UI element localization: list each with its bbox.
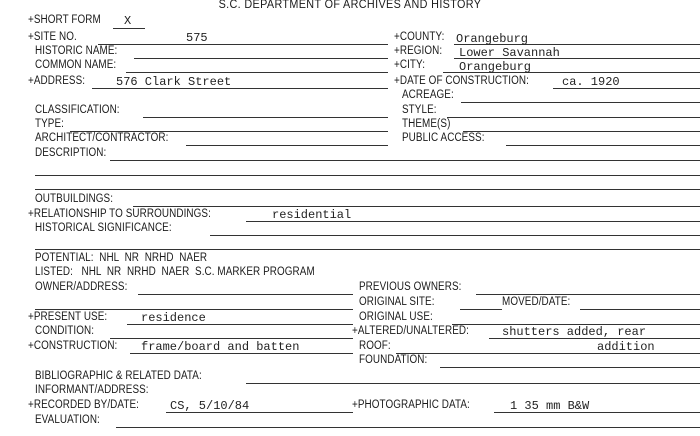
owner-address-line	[35, 309, 353, 310]
recorded-by-value[interactable]: CS, 5/10/84	[170, 399, 250, 413]
public-access-line	[506, 145, 700, 146]
construction-value[interactable]: frame/board and batten	[141, 340, 300, 354]
public-access-label: PUBLIC ACCESS:	[402, 132, 485, 144]
moved-date-label: MOVED/DATE:	[502, 296, 571, 308]
historic-name-line	[134, 58, 388, 59]
region-value[interactable]: Lower Savannah	[459, 46, 560, 60]
common-name-label: COMMON NAME:	[35, 59, 117, 71]
description-line	[110, 160, 700, 161]
historical-significance-label: HISTORICAL SIGNIFICANCE:	[35, 222, 172, 234]
outbuildings-line	[133, 206, 700, 207]
previous-owners-line	[476, 294, 700, 295]
acreage-label: ACREAGE:	[402, 89, 454, 101]
county-label: +COUNTY:	[394, 31, 445, 43]
region-label: +REGION:	[394, 45, 443, 57]
style-label: STYLE:	[402, 104, 437, 116]
type-label: TYPE:	[35, 118, 65, 130]
classification-label: CLASSIFICATION:	[35, 104, 120, 116]
city-label: +CITY:	[394, 59, 426, 71]
construction-label: +CONSTRUCTION:	[28, 340, 118, 352]
bibliographic-line	[246, 383, 700, 384]
description-line	[35, 175, 700, 176]
foundation-label: FOUNDATION:	[359, 354, 428, 366]
owner-address-label: OWNER/ADDRESS:	[35, 281, 128, 293]
altered-value-line-1[interactable]: shutters added, rear	[502, 325, 647, 339]
form-header	[0, 0, 700, 11]
short-form-value[interactable]: X	[124, 14, 132, 28]
short-form-line	[113, 28, 145, 29]
historical-significance-line	[35, 249, 700, 250]
address-value[interactable]: 576 Clark Street	[116, 75, 232, 89]
short-form-label: +SHORT FORM	[28, 14, 101, 26]
architect-label: ARCHITECT/CONTRACTOR:	[35, 132, 169, 144]
condition-line	[110, 338, 353, 339]
evaluation-line	[116, 427, 700, 428]
owner-address-line	[138, 294, 353, 295]
description-line	[35, 189, 700, 190]
previous-owners-label: PREVIOUS OWNERS:	[359, 281, 462, 293]
listed-label: LISTED: NHL NR NRHD NAER S.C. MARKER PROGRAM	[35, 266, 315, 278]
present-use-label: +PRESENT USE:	[28, 311, 108, 323]
relationship-label: +RELATIONSHIP TO SURROUNDINGS:	[28, 208, 211, 220]
photographic-label: +PHOTOGRAPHIC DATA:	[352, 399, 470, 411]
historic-name-label: HISTORIC NAME:	[35, 45, 118, 57]
present-use-value[interactable]: residence	[141, 311, 206, 325]
county-value[interactable]: Orangeburg	[456, 32, 529, 46]
recorded-by-label: +RECORDED BY/DATE:	[28, 399, 140, 411]
address-label: +ADDRESS:	[28, 75, 86, 87]
roof-label: ROOF:	[359, 340, 391, 352]
informant-label: INFORMANT/ADDRESS:	[35, 384, 149, 396]
style-line	[447, 117, 700, 118]
acreage-line	[461, 102, 700, 103]
common-name-line	[126, 72, 388, 73]
altered-value-line-2[interactable]: addition	[597, 340, 655, 354]
original-use-label: ORIGINAL USE:	[359, 311, 433, 323]
date-of-construction-label: +DATE OF CONSTRUCTION:	[394, 75, 529, 87]
outbuildings-label: OUTBUILDINGS:	[35, 193, 114, 205]
evaluation-label: EVALUATION:	[35, 414, 100, 426]
form-title: S.C. DEPARTMENT OF ARCHIVES AND HISTORY	[218, 0, 482, 11]
condition-label: CONDITION:	[35, 325, 95, 337]
architect-line	[186, 145, 388, 146]
photographic-value[interactable]: 1 35 mm B&W	[510, 399, 590, 413]
original-site-line	[460, 309, 502, 310]
relationship-value[interactable]: residential	[272, 208, 352, 222]
original-site-label: ORIGINAL SITE:	[359, 296, 435, 308]
themes-label: THEME(S)	[402, 118, 451, 130]
historical-significance-line	[210, 235, 700, 236]
classification-line	[143, 117, 388, 118]
bibliographic-label: BIBLIOGRAPHIC & RELATED DATA:	[35, 370, 202, 382]
themes-line	[463, 131, 700, 132]
moved-date-line	[580, 309, 700, 310]
city-value[interactable]: Orangeburg	[459, 60, 532, 74]
description-label: DESCRIPTION:	[35, 147, 107, 159]
foundation-line	[440, 367, 700, 368]
potential-label: POTENTIAL: NHL NR NRHD NAER	[35, 252, 208, 264]
altered-label: +ALTERED/UNALTERED:	[352, 325, 469, 337]
site-no-value[interactable]: 575	[186, 31, 208, 45]
date-of-construction-value[interactable]: ca. 1920	[562, 75, 620, 89]
site-no-line	[98, 44, 388, 45]
site-no-label: +SITE NO.	[28, 31, 77, 43]
